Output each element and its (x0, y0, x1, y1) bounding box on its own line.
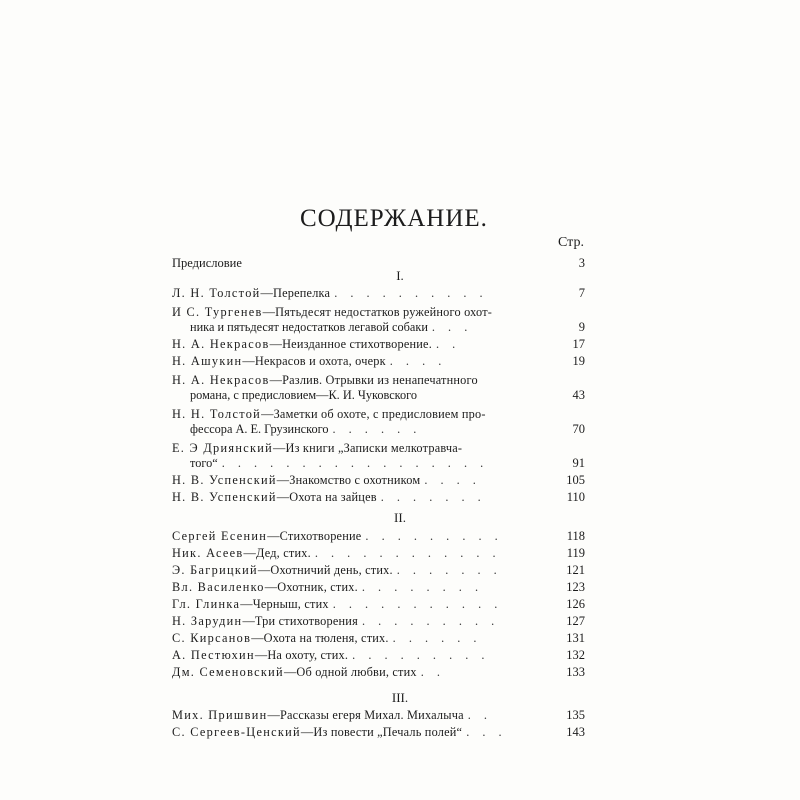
toc-work-title: —Рассказы егеря Михал. Михалыча (267, 708, 464, 722)
toc-page-number: 135 (566, 708, 585, 722)
toc-entry-line (172, 546, 545, 561)
toc-author: Н. А. Некрасов (172, 373, 270, 387)
section-3-entries (172, 706, 585, 740)
toc-entry-line (172, 529, 545, 544)
toc-page-number: 133 (566, 665, 585, 679)
toc-entry-line (172, 614, 545, 629)
toc-entry-text (172, 354, 545, 369)
toc-entry-line (172, 305, 545, 320)
section-numeral-1: I. (396, 268, 404, 283)
toc-page-number: 131 (566, 631, 585, 645)
section-numeral-2: II. (394, 510, 406, 525)
toc-entry-text (172, 665, 545, 680)
toc-author: И С. Тургенев (172, 305, 263, 319)
toc-page-number: 7 (578, 286, 585, 300)
toc-work-title: —Охота на зайцев (276, 490, 377, 504)
toc-entry (172, 723, 585, 740)
toc-entry-text (172, 648, 545, 663)
toc-entry-line (172, 648, 545, 663)
toc-leader-dots: . . (435, 337, 461, 351)
toc-continuation-text: того“ (190, 456, 218, 470)
toc-page-number: 70 (572, 422, 585, 436)
toc-page-number: 19 (572, 354, 585, 368)
toc-entry (172, 612, 585, 629)
toc-entry-continuation (172, 388, 545, 403)
toc-page-number: 110 (566, 490, 585, 504)
toc-entry (172, 663, 585, 680)
toc-page-number: 43 (572, 388, 585, 402)
toc-author: Сергей Есенин (172, 529, 268, 543)
toc-leader-dots: . . . . . . . (380, 490, 486, 504)
toc-leader-dots: . . . . . . . . . . . (332, 597, 503, 611)
toc-leader-dots: . . . . (389, 354, 447, 368)
toc-author: Н. Н. Толстой (172, 407, 262, 421)
toc-leader-dots: . . . . . . . . . . . . . . . . . (221, 456, 489, 470)
toc-author: Н. Ашукин (172, 354, 243, 368)
toc-entry (172, 437, 585, 471)
toc-page-number: 91 (572, 456, 585, 470)
toc-continuation-text: фессора А. Е. Грузинского (190, 422, 329, 436)
toc-entry (172, 629, 585, 646)
toc-entry-text (172, 563, 545, 578)
toc-entry (172, 488, 585, 505)
toc-entry-line (172, 563, 545, 578)
toc-entry-text (172, 373, 545, 403)
toc-entry-line (172, 665, 545, 680)
toc-entry-line (172, 407, 545, 422)
toc-page-number: 126 (566, 597, 585, 611)
toc-work-title: —Охота на тюленя, стих. (251, 631, 389, 645)
preface-page: 3 (578, 256, 585, 270)
toc-entry (172, 646, 585, 663)
toc-entry-text (172, 597, 545, 612)
toc-entry (172, 561, 585, 578)
toc-entry (172, 403, 585, 437)
toc-continuation-text: ника и пятьдесят недостатков легавой собаки (190, 320, 428, 334)
toc-leader-dots: . . . . . . (392, 631, 482, 645)
toc-continuation-text: романа, с предисловием—К. И. Чуковского (190, 388, 418, 402)
toc-entry-line (172, 441, 545, 456)
section-numeral-3: III. (391, 690, 409, 705)
toc-leader-dots: . . . . . . . . . (352, 648, 490, 662)
page-column-header: Стр. (558, 235, 584, 250)
toc-entry-text (172, 490, 545, 505)
toc-entry (172, 544, 585, 561)
toc-page-number: 127 (566, 614, 585, 628)
toc-entry-text (172, 529, 545, 544)
toc-entry (172, 335, 585, 352)
toc-entry-line (172, 373, 545, 388)
toc-entry-line (172, 597, 545, 612)
toc-page-number: 9 (578, 320, 585, 334)
toc-work-title: —Черныш, стих (240, 597, 329, 611)
toc-work-title: —Перепелка (260, 286, 331, 300)
toc-entry-continuation (172, 456, 545, 471)
toc-author: Мих. Пришвин (172, 708, 268, 722)
toc-entry (172, 578, 585, 595)
toc-entry-line (172, 580, 545, 595)
toc-page-number: 105 (566, 473, 585, 487)
toc-entry-continuation (172, 422, 545, 437)
toc-author: Н. А. Некрасов (172, 337, 270, 351)
toc-author: С. Кирсанов (172, 631, 252, 645)
toc-entry-text (172, 725, 545, 740)
toc-work-title: —Стихотворение (267, 529, 362, 543)
toc-page-number: 119 (566, 546, 585, 560)
toc-entry-line (172, 631, 545, 646)
toc-work-title: —Дед, стих. (243, 546, 311, 560)
section-2-entries (172, 527, 585, 680)
toc-entry (172, 369, 585, 403)
toc-author: Вл. Василенко (172, 580, 265, 594)
toc-entry-text (172, 708, 545, 723)
toc-entry-text (172, 580, 545, 595)
toc-work-title: —Заметки об охоте, с предисловием про- (261, 407, 486, 421)
toc-entry (172, 301, 585, 335)
toc-work-title: —Некрасов и охота, очерк (242, 354, 386, 368)
toc-entry-line (172, 725, 545, 740)
toc-leader-dots: . . (467, 708, 492, 722)
toc-entry-line (172, 708, 545, 723)
toc-work-title: —Знакомство с охотником (276, 473, 421, 487)
toc-work-title: —Три стихотворения (242, 614, 358, 628)
toc-entry-text (172, 631, 545, 646)
toc-author: Л. Н. Толстой (172, 286, 261, 300)
toc-author: С. Сергеев-Ценский (172, 725, 301, 739)
toc-author: А. Пестюхин (172, 648, 255, 662)
toc-entry-text (172, 546, 545, 561)
toc-entry-line (172, 490, 545, 505)
toc-entry-continuation (172, 320, 545, 335)
toc-work-title: —Об одной любви, стих (283, 665, 417, 679)
toc-author: Н. В. Успенский (172, 473, 277, 487)
toc-leader-dots: . . . . . . . . (361, 580, 484, 594)
toc-entry-line (172, 286, 545, 301)
toc-entry (172, 595, 585, 612)
toc-page-number: 118 (566, 529, 585, 543)
toc-work-title: —Охотничий день, стих. (257, 563, 393, 577)
toc-work-title: —Из повести „Печаль полей“ (300, 725, 463, 739)
toc-work-title: —Пятьдесят недостатков ружейного охот- (262, 305, 493, 319)
toc-entry (172, 527, 585, 544)
toc-entry-text (172, 473, 545, 488)
toc-page-number: 143 (566, 725, 585, 739)
toc-entry (172, 284, 585, 301)
toc-entry (172, 471, 585, 488)
toc-page-number: 132 (566, 648, 585, 662)
toc-author: Е. Э Дриянский (172, 441, 273, 455)
toc-page-number: 121 (566, 563, 585, 577)
toc-work-title: —На охоту, стих. (254, 648, 349, 662)
toc-author: Э. Багрицкий (172, 563, 258, 577)
toc-entry-text (172, 407, 545, 437)
toc-entry-text (172, 305, 545, 335)
toc-leader-dots: . . . . . . (332, 422, 422, 436)
toc-entry (172, 706, 585, 723)
toc-author: Гл. Глинка (172, 597, 241, 611)
toc-author: Ник. Асеев (172, 546, 244, 560)
toc-entry-text (172, 614, 545, 629)
toc-leader-dots: . . . . . . . . . (361, 614, 500, 628)
toc-leader-dots: . . . (431, 320, 473, 334)
toc-work-title: —Из книги „Записки мелкотравча- (273, 441, 463, 455)
toc-leader-dots: . . . . . . . (396, 563, 502, 577)
toc-page-number: 17 (572, 337, 585, 351)
toc-leader-dots: . . (420, 665, 445, 679)
toc-leader-dots: . . . (466, 725, 507, 739)
toc-author: Н. В. Успенский (172, 490, 277, 504)
toc-entry (172, 352, 585, 369)
toc-author: Дм. Семеновский (172, 665, 284, 679)
toc-page-number: 123 (566, 580, 585, 594)
toc-leader-dots: . . . . . . . . . . . . (314, 546, 501, 560)
toc-entry-text (172, 286, 545, 301)
toc-leader-dots: . . . . . . . . . . (334, 286, 488, 300)
toc-entry-text (172, 337, 545, 352)
toc-work-title: —Охотник, стих. (264, 580, 358, 594)
page-title: СОДЕРЖАНИЕ. (300, 205, 488, 232)
toc-entry-line (172, 354, 545, 369)
toc-entry-text (172, 441, 545, 471)
toc-entry-line (172, 337, 545, 352)
section-1-entries (172, 284, 585, 505)
toc-author: Н. Зарудин (172, 614, 243, 628)
preface-label: Предисловие (172, 256, 242, 270)
toc-leader-dots: . . . . (424, 473, 481, 487)
toc-work-title: —Неизданное стихотворение. (269, 337, 432, 351)
toc-entry-line (172, 473, 545, 488)
toc-leader-dots: . . . . . . . . . (365, 529, 503, 543)
toc-work-title: —Разлив. Отрывки из ненапечатнного (269, 373, 478, 387)
